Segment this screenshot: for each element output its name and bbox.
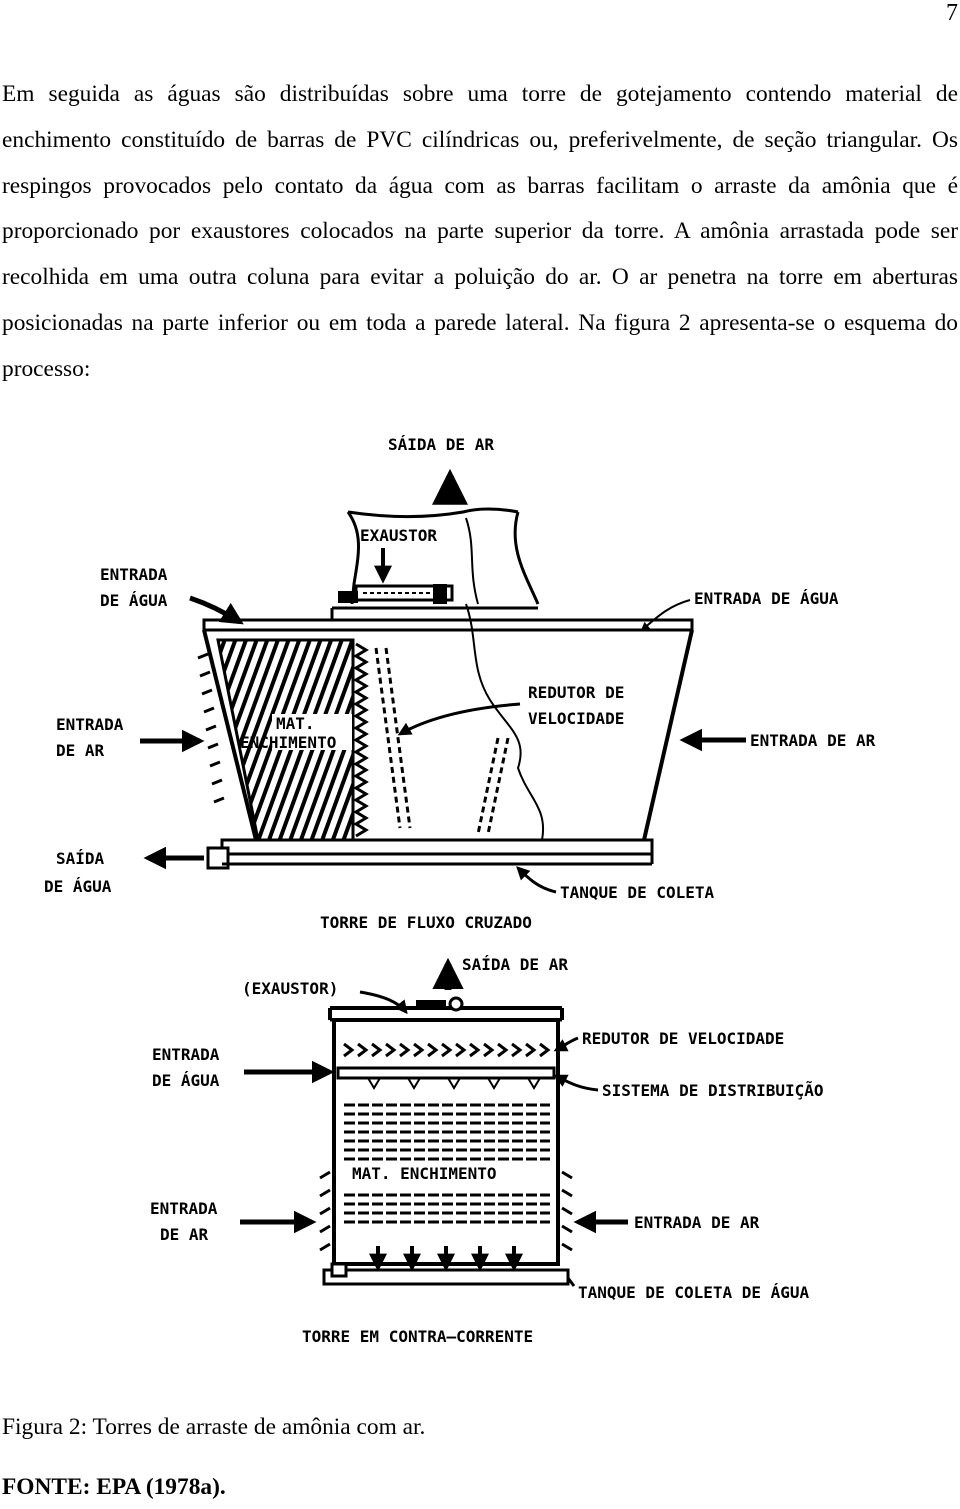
- title-contra-corrente: TORRE EM CONTRA–CORRENTE: [302, 1327, 534, 1346]
- distribution-deck: [204, 620, 692, 630]
- figure-tower-diagrams: [8, 408, 952, 1384]
- label-entrada-ar-l1: ENTRADA: [56, 715, 124, 734]
- cc-fill-lower: [342, 1188, 550, 1224]
- label-saida-agua-1: SAÍDA: [56, 849, 105, 868]
- fan-unit: [338, 584, 452, 604]
- label-redutor-2: VELOCIDADE: [528, 709, 625, 728]
- label-cc-tanque: TANQUE DE COLETA DE ÁGUA: [578, 1283, 810, 1302]
- counter-flow-tower: [150, 955, 824, 1346]
- velocity-reducer: [356, 644, 508, 836]
- label-entrada-agua-l2: DE ÁGUA: [100, 591, 168, 610]
- cross-flow-tower: [44, 435, 876, 932]
- label-saida-agua-2: DE ÁGUA: [44, 877, 112, 896]
- cc-fan: [330, 998, 562, 1020]
- label-cc-exaustor: (EXAUSTOR): [242, 979, 339, 998]
- figure-caption: Figura 2: Torres de arraste de amônia com ar.: [2, 1414, 426, 1440]
- label-cc-entrada-ar-l1: ENTRADA: [150, 1199, 218, 1218]
- label-entrada-ar-r: ENTRADA DE AR: [750, 731, 876, 750]
- page-number: 7: [946, 0, 958, 26]
- title-fluxo-cruzado: TORRE DE FLUXO CRUZADO: [320, 913, 532, 932]
- label-cc-mat: MAT. ENCHIMENTO: [352, 1164, 497, 1183]
- label-cc-redutor: REDUTOR DE VELOCIDADE: [582, 1029, 785, 1048]
- label-exaustor: EXAUSTOR: [360, 526, 438, 545]
- label-entrada-agua-r: ENTRADA DE ÁGUA: [694, 589, 839, 608]
- label-mat-1: MAT.: [276, 714, 315, 733]
- cc-fill-upper: [342, 1098, 550, 1164]
- label-cc-saida-ar: SAÍDA DE AR: [462, 955, 568, 974]
- label-cc-entrada-agua-2: DE ÁGUA: [152, 1071, 220, 1090]
- label-cc-entrada-ar-l2: DE AR: [160, 1225, 209, 1244]
- label-entrada-agua-l1: ENTRADA: [100, 565, 168, 584]
- air-louvers: [198, 654, 224, 802]
- label-cc-sistema: SISTEMA DE DISTRIBUIÇÃO: [602, 1081, 824, 1100]
- label-redutor-1: REDUTOR DE: [528, 683, 625, 702]
- label-cc-entrada-agua-1: ENTRADA: [152, 1045, 220, 1064]
- label-entrada-ar-l2: DE AR: [56, 741, 105, 760]
- label-tanque: TANQUE DE COLETA: [560, 883, 715, 902]
- collection-tank: [208, 840, 652, 868]
- body-paragraph: Em seguida as águas são distribuídas sobre uma torre de gotejamento contendo material de enchimento constituído de barras de PVC cilíndricas ou, preferivelmente, de seção triangular. Os respingos provocados pelo contato da água com as barras facilitam o arraste da amônia que é proporcionado por exaustores colocados na parte superior da torre. A amônia arrastada pode ser recolhida em uma outra coluna para evitar a poluição do ar. O ar penetra na torre em aberturas posicionadas na parte inferior ou em toda a parede lateral. Na figura 2 apresenta-se o esquema do processo:: [2, 81, 958, 382]
- figure-source: FONTE: EPA (1978a).: [2, 1474, 226, 1500]
- label-mat-2: ENCHIMENTO: [240, 733, 337, 752]
- label-saida-de-ar: SÁIDA DE AR: [388, 435, 494, 454]
- label-cc-entrada-ar-r: ENTRADA DE AR: [634, 1213, 760, 1232]
